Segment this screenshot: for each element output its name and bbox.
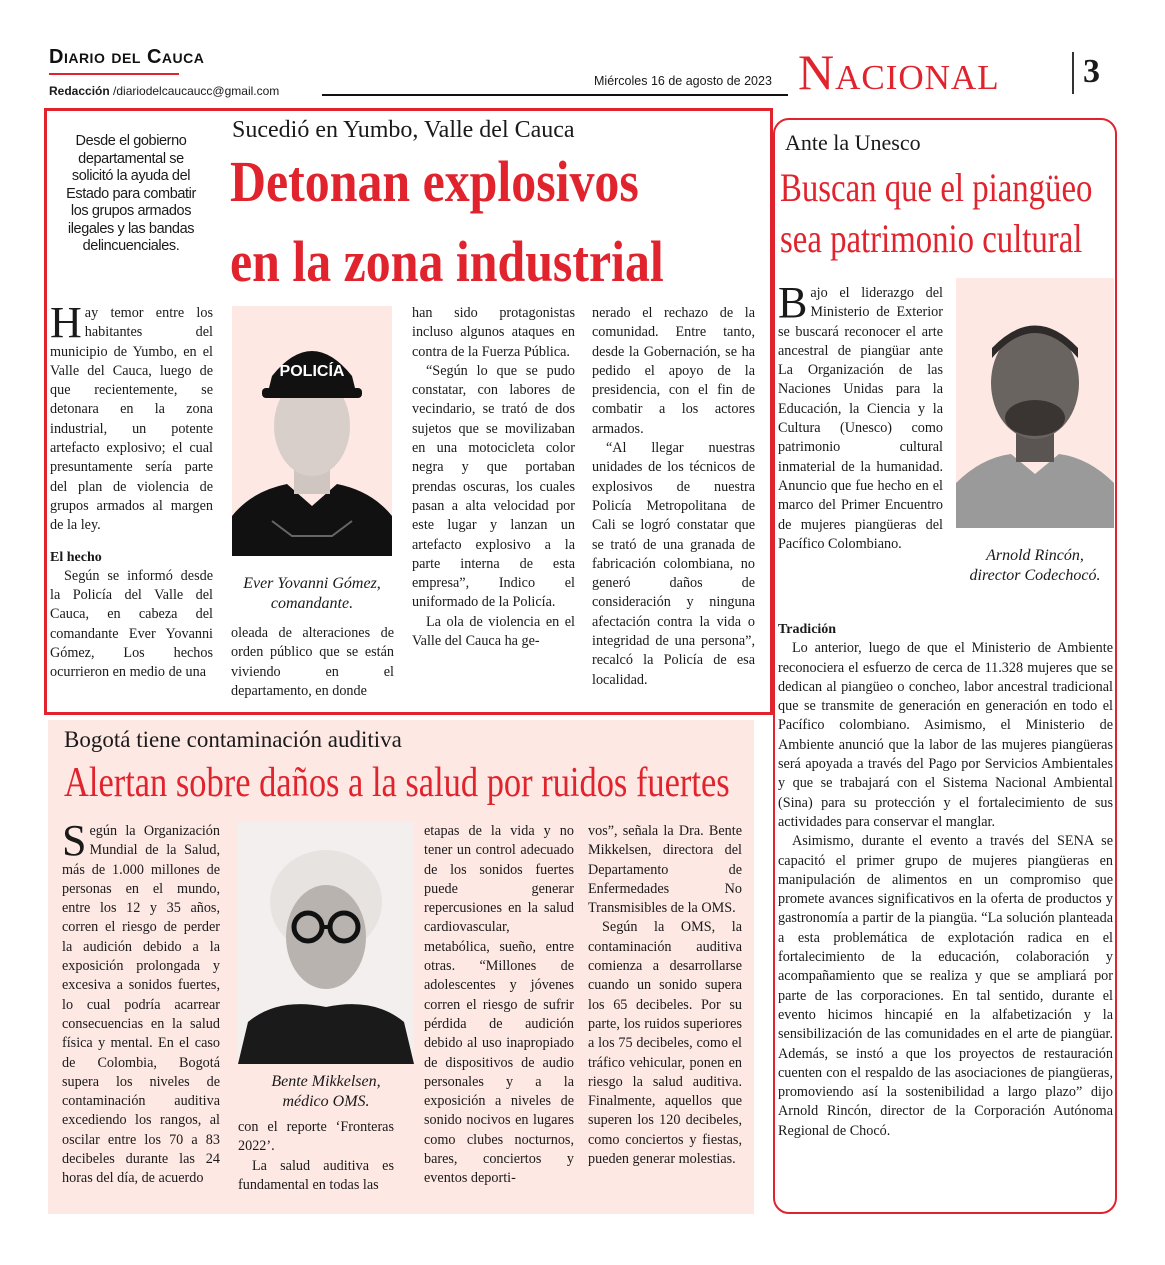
main-kicker: Sucedió en Yumbo, Valle del Cauca [232, 117, 575, 143]
police-caption [222, 574, 402, 614]
side-intro-paragraph: Bajo el liderazgo del Ministerio de Exterior se buscará reconocer el arte ancestral de piangüar ante La Organización de las Naciones Unidas para la Educación, la Ciencia y la Cultura (Unesco) como patrimonio cultural inmaterial de la humanidad. Anuncio que fue hecho en el marco del Primer Encuentro de mujeres piangüeras del Pacífico Colombiano. [778, 278, 943, 552]
arnold-caption-name: Arnold Rincón, [986, 547, 1084, 564]
side-body-paragraph-2: Asimismo, durante el evento a través del SENA se capacitó el primer grupo de mujeres piangüeras en manipulación de alimentos en un compromiso que promete avances significativos en la oferta de productos y gastronomía a partir de la piangüa. “La solución planteada a esta problemática de explotación radica en el fortalecimiento de la educación, colaboración y acompañamiento que se realiza y que se ampliará por parte de las corporaciones. En tal sentido, durante el evento hicimos hincapié en la alfabetización y la sensibilización de las comunidades en el arte de piangüar. Además, se instó a que los proyectos de restauración cuenten con el respaldo de las asociaciones de piangüeras, promoviendo así la sostenibilidad a largo plazo” dijo Arnold Rincón, director de la Corporación Autónoma Regional de Chocó. [778, 833, 1113, 1139]
bottom-col2-paragraph-2: La salud auditiva es fundamental en todas las [238, 1157, 394, 1193]
side-headline-1: Buscan que el piangüeo [780, 165, 1093, 210]
cap-badge-text: POLICÍA [279, 363, 345, 380]
police-caption-name: Ever Yovanni Gómez, [243, 575, 381, 592]
main-col1-paragraph-2: Según se informó desde la Policía del Valle del Cauca, en cabeza del comandante Ever Yovanni Gómez, Los hechos ocurrieron en medio de una [50, 567, 213, 681]
bottom-col4-paragraph-1: vos”, señala la Dra. Bente Mikkelsen, directora del Departamento de Enfermedades No Transmisibles de la OMS. [588, 823, 742, 917]
header-rule [322, 94, 788, 96]
bottom-headline: Alertan sobre daños a la salud por ruidos fuertes [64, 760, 730, 806]
side-body-column [778, 620, 1113, 1141]
bottom-col3-paragraph: etapas de la vida y no tener un control adecuado de los sonidos fuertes puede generar repercusiones en la salud cardiovascular, metabólica, sueño, entre otras. “Millones de adolescentes y jóvenes corren el riesgo de sufrir pérdida de audición debido al uso inapropiado de dispositivos de audio personales y a la exposición a niveles de sonido nocivos en lugares como clubes nocturnos, bares, conciertos y eventos deporti- [424, 823, 574, 1187]
mikkelsen-portrait-illustration [238, 822, 414, 1064]
bottom-col1-paragraph: Según la Organización Mundial de la Salud, más de 1.000 millones de personas en el mundo, entre los 12 y 35 años, corren el riesgo de perder la audición debido a la exposición prolongada y excesiva a sonidos fuertes, lo cual podría acarrear consecuencias en la salud física y mental. En el caso de Colombia, Bogotá supera los niveles de contaminación auditiva excediendo los rangos, al oscilar entre los 70 a 83 decibeles durante las 24 horas del día, de acuerdo [62, 816, 220, 1187]
bottom-column-1 [62, 816, 220, 1189]
side-body-paragraph-1: Lo anterior, luego de que el Ministerio de Ambiente reconociera el esfuerzo de cerca de 11.328 mujeres que se dedican al piangüeo o concheo, labor ancestral tradicional que se transmite de generación en generación en todo el Pacífico colombiano. Asimismo, el Ministerio de Ambiente anunció que la labor de las mujeres piangüeras será apoyada a través del Pago por Servicios Ambientales y que se trabajará con el Sistema Nacional Ambiental (Sina) para su protección y el fortalecimiento de sus actividades para conservar el manglar. [778, 640, 1113, 830]
masthead-underline [49, 73, 179, 75]
bottom-column-2 [238, 1118, 394, 1195]
bottom-kicker: Bogotá tiene contaminación auditiva [64, 727, 402, 752]
bottom-col2-paragraph-1: con el reporte ‘Fronteras 2022’. [238, 1119, 394, 1155]
mikkelsen-caption-role: médico OMS. [282, 1093, 370, 1110]
credit-label: Redacción [49, 84, 110, 98]
police-photo [232, 306, 392, 556]
side-intro-column [778, 278, 943, 554]
masthead-brand: Diario del Cauca [49, 46, 205, 68]
side-subhead-tradicion: Tradición [778, 622, 837, 637]
main-col1-paragraph: Hay temor entre los habitantes del municipio de Yumbo, en el Valle del Cauca, luego de que recientemente, se detonara en la zona industrial, un potente artefacto explosivo; el cual presuntamente sería parte del plan de violencia de grupos armados al margen de la ley. [50, 298, 213, 534]
side-headline-2: sea patrimonio cultural [780, 216, 1083, 261]
mikkelsen-caption [236, 1072, 416, 1112]
police-portrait-illustration [232, 306, 392, 556]
main-subhead-el-hecho: El hecho [50, 549, 102, 565]
page-number: 3 [1083, 53, 1100, 90]
main-col3-paragraph-1: han sido protagonistas incluso algunos ataques en contra de la Fuerza Pública. [412, 305, 575, 360]
main-column-1 [50, 298, 213, 683]
arnold-portrait-illustration [956, 278, 1114, 528]
mikkelsen-caption-name: Bente Mikkelsen, [271, 1073, 381, 1090]
main-headline-2: en la zona industrial [230, 229, 664, 294]
main-col2-paragraph: oleada de alteraciones de orden público que se están viviendo en el departamento, en donde [231, 625, 394, 699]
main-column-2 [231, 624, 394, 701]
arnold-caption [950, 546, 1120, 586]
credit-line [49, 84, 279, 98]
main-column-3 [412, 304, 575, 651]
arnold-caption-role: director Codechocó. [969, 567, 1101, 584]
main-col3-paragraph-2: “Según lo que se pudo constatar, con labores de vecindario, se trató de dos sujetos que se movilizaban en una motocicleta color negra y que portaban prendas oscuras, los cuales pasan a alta velocidad por este lugar y lanzan un artefacto explosivo a la parte interna de esta empresa”, Indico el uniformado de la Policía. [412, 362, 575, 611]
bottom-col4-paragraph-2: Según la OMS, la contaminación auditiva comienza a desarrollarse cuando un sonido supera los 65 decibeles. Por su parte, los ruidos superiores a los 75 decibeles, como el tráfico vehicular, ponen en riesgo la salud auditiva. Finalmente, aquellos que superen los 120 decibeles, como conciertos y fiestas, pueden generar molestias. [588, 919, 742, 1168]
credit-email: /diariodelcaucaucc@gmail.com [109, 84, 280, 98]
bottom-column-4 [588, 822, 742, 1169]
side-kicker: Ante la Unesco [785, 130, 921, 155]
bottom-column-3 [424, 822, 574, 1189]
main-col4-paragraph-1: nerado el rechazo de la comunidad. Entre tanto, desde la Gobernación, se ha pedido el apoyo de la presidencia, con el fin de combatir a los actores armados. [592, 305, 755, 437]
main-pullquote: Desde el gobierno departamental se solicitó la ayuda del Estado para combatir los grupos armados ilegales y las bandas delincuenciales. [66, 133, 196, 254]
side-header-bg [775, 270, 1115, 276]
main-column-4 [592, 304, 755, 690]
issue-date: Miércoles 16 de agosto de 2023 [594, 74, 772, 88]
main-col4-paragraph-2: “Al llegar nuestras unidades de los técnicos de explosivos de nuestra Policía Metropolitana de Cali se logró constatar que se trató de una granada de fabricación colombiana, no generó daños de consideración y ninguna afectación contra la vida o integridad de una persona”, recalcó la Policía de esa localidad. [592, 440, 755, 688]
mikkelsen-photo [238, 822, 414, 1064]
section-divider [1072, 52, 1074, 94]
main-headline-1: Detonan explosivos [230, 149, 639, 214]
police-caption-role: comandante. [270, 595, 354, 612]
section-name: Nacional [798, 44, 1000, 100]
arnold-photo [956, 278, 1114, 528]
main-col3-paragraph-3: La ola de violencia en el Valle del Cauca ha ge- [412, 613, 575, 650]
